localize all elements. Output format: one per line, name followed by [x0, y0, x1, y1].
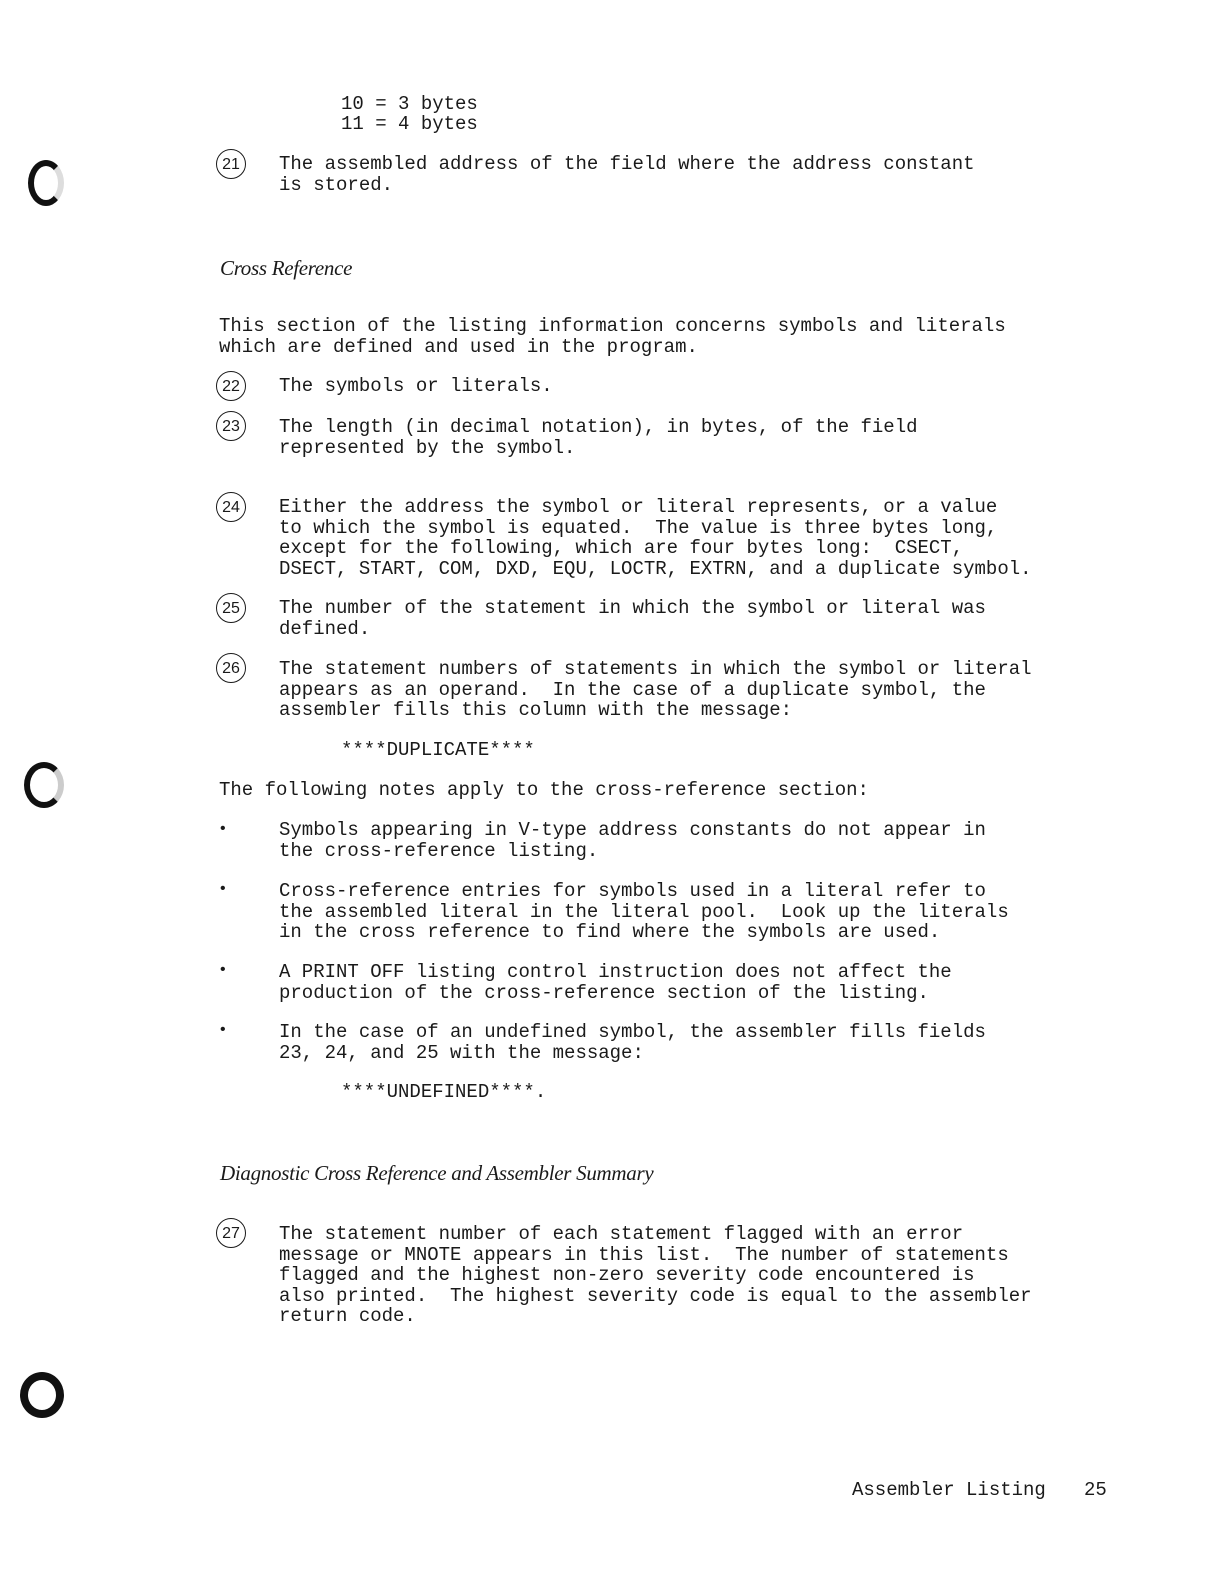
item-23-text: The length (in decimal notation), in bytes, of the field represented by the symbol.	[279, 416, 918, 459]
section-heading: Cross Reference	[220, 256, 353, 280]
item-26-text: The statement numbers of statements in which the symbol or literal appears as an operand. In the case of a duplicate symbol, the assembler fills this column with the message:	[279, 658, 1032, 721]
item-25-text: The number of the statement in which the symbol or literal was defined.	[279, 597, 986, 640]
section-intro: This section of the listing information concerns symbols and literals which are defined and used in the program.	[219, 315, 1006, 358]
callout-21: 21	[216, 149, 246, 179]
bullet-icon: •	[220, 961, 226, 978]
note-2: Cross-reference entries for symbols used in a literal refer to the assembled literal in the literal pool. Look up the literals in the cross reference to find where the symbols are used.	[279, 880, 1009, 943]
size-line: 11 = 4 bytes	[341, 113, 478, 135]
binder-hole-icon	[20, 1372, 64, 1418]
callout-22: 22	[216, 371, 246, 401]
note-1: Symbols appearing in V-type address constants do not appear in the cross-reference listing.	[279, 819, 986, 862]
note-3: A PRINT OFF listing control instruction does not affect the production of the cross-reference section of the listing.	[279, 961, 952, 1004]
size-line: 10 = 3 bytes	[341, 93, 478, 115]
item-24-text: Either the address the symbol or literal represents, or a value to which the symbol is equated. The value is three bytes long, except for the following, which are four bytes long: CSECT, DSECT, START, COM, DXD, EQU, LOCTR, EXTRN, and a duplicate symbol.	[279, 496, 1032, 580]
bullet-icon: •	[220, 880, 226, 897]
item-27-text: The statement number of each statement flagged with an error message or MNOTE appears in this list. The number of statements flagged and the highest non-zero severity code encountered is also printed. The highest severity code is equal to the assembler return code.	[279, 1223, 1032, 1327]
item-22-text: The symbols or literals.	[279, 375, 553, 397]
callout-27: 27	[216, 1218, 246, 1248]
binder-hole-icon	[24, 762, 64, 808]
page-number: 25	[1084, 1479, 1107, 1501]
note-4: In the case of an undefined symbol, the assembler fills fields 23, 24, and 25 with the message:	[279, 1021, 986, 1064]
bullet-icon: •	[220, 1021, 226, 1038]
callout-23: 23	[216, 411, 246, 441]
footer-title: Assembler Listing	[852, 1479, 1046, 1501]
item-21-text: The assembled address of the field where the address constant is stored.	[279, 153, 975, 196]
callout-25: 25	[216, 593, 246, 623]
binder-hole-icon	[28, 160, 64, 206]
undefined-message: ****UNDEFINED****.	[341, 1081, 547, 1103]
section-heading: Diagnostic Cross Reference and Assembler Summary	[220, 1161, 654, 1185]
bullet-icon: •	[220, 820, 226, 837]
duplicate-message: ****DUPLICATE****	[341, 739, 535, 761]
callout-26: 26	[216, 653, 246, 683]
callout-24: 24	[216, 492, 246, 522]
notes-intro: The following notes apply to the cross-reference section:	[219, 779, 869, 801]
